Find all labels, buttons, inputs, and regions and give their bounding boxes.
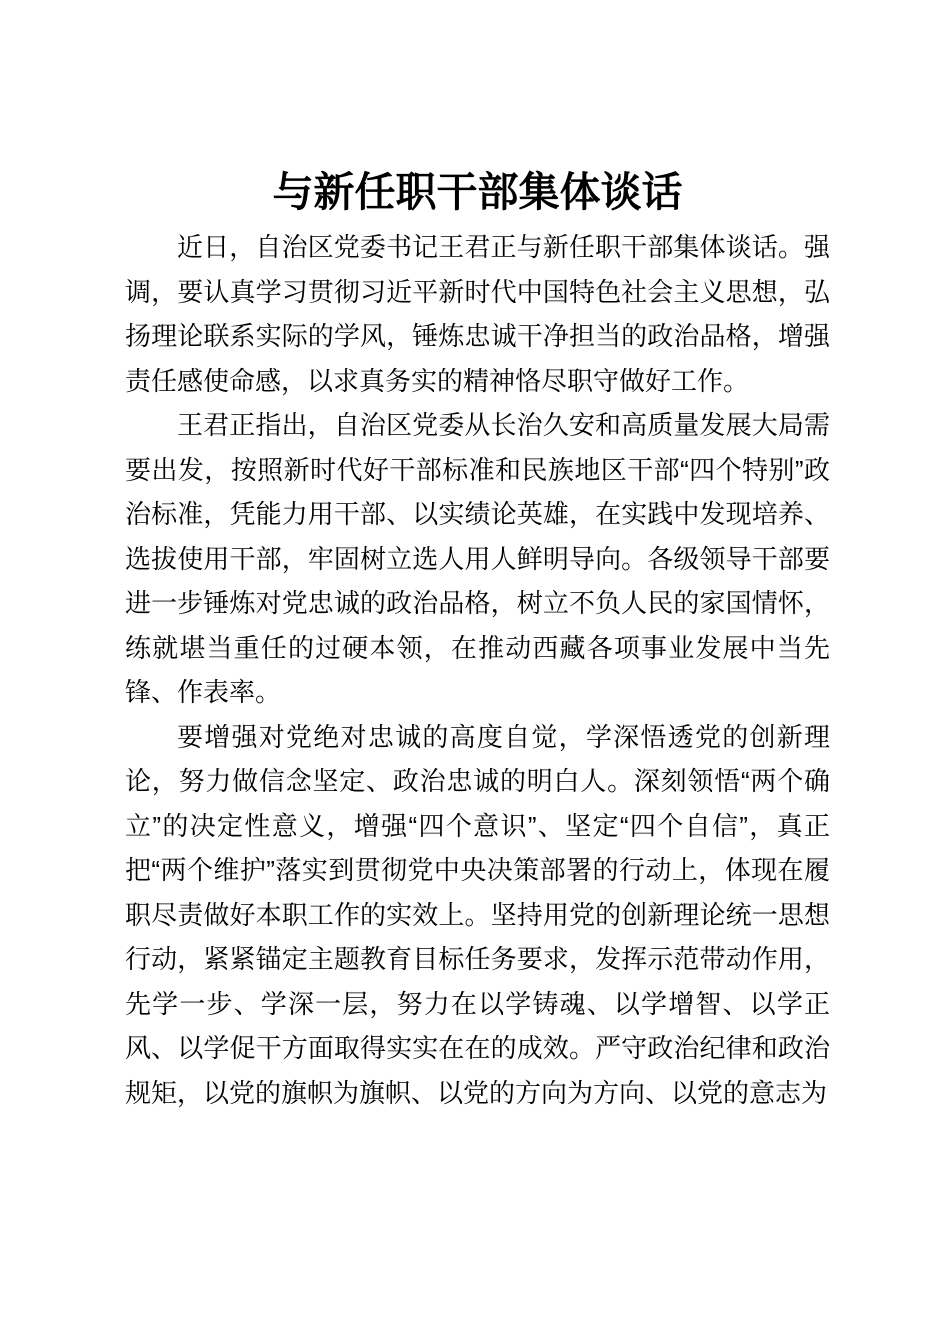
text-line: 治标准，凭能力用干部、以实绩论英雄，在实践中发现培养、 (125, 499, 830, 529)
text-line: 把“两个维护”落实到贯彻党中央决策部署的行动上，体现在履 (125, 855, 830, 885)
document-body (125, 225, 830, 1115)
text-line: 近日，自治区党委书记王君正与新任职干部集体谈话。强 (177, 232, 830, 262)
text-line: 练就堪当重任的过硬本领，在推动西藏各项事业发展中当先 (125, 632, 830, 663)
paragraph (125, 403, 830, 715)
text-line: 王君正指出，自治区党委从长治久安和高质量发展大局需 (177, 410, 830, 440)
text-line: 要增强对党绝对忠诚的高度自觉，学深悟透党的创新理 (177, 721, 830, 752)
document-content (125, 168, 830, 1115)
paragraph (125, 715, 830, 1116)
text-line: 规矩，以党的旗帜为旗帜、以党的方向为方向、以党的意志为 (125, 1077, 828, 1108)
paragraph (125, 225, 830, 403)
document-title: 与新任职干部集体谈话 (272, 169, 683, 215)
text-line: 论，努力做信念坚定、政治忠诚的明白人。深刻领悟“两个确 (125, 766, 830, 796)
text-line: 责任感使命感，以求真务实的精神恪尽职守做好工作。 (125, 365, 750, 396)
text-line: 要出发，按照新时代好干部标准和民族地区干部“四个特别”政 (125, 454, 830, 485)
text-line: 锋、作表率。 (125, 677, 282, 707)
text-line: 立”的决定性意义，增强“四个意识”、坚定“四个自信”，真正 (125, 810, 830, 841)
text-line: 进一步锤炼对党忠诚的政治品格，树立不负人民的家国情怀， (125, 588, 830, 618)
text-line: 扬理论联系实际的学风，锤炼忠诚干净担当的政治品格，增强 (125, 321, 830, 351)
text-line: 行动，紧紧锚定主题教育目标任务要求，发挥示范带动作用， (125, 944, 830, 974)
text-line: 风、以学促干方面取得实实在在的成效。严守政治纪律和政治 (125, 1033, 830, 1063)
text-line: 职尽责做好本职工作的实效上。坚持用党的创新理论统一思想 (125, 899, 830, 930)
text-line: 调，要认真学习贯彻习近平新时代中国特色社会主义思想，弘 (125, 276, 830, 307)
text-line: 先学一步、学深一层，努力在以学铸魂、以学增智、以学正 (125, 988, 830, 1019)
text-line: 选拔使用干部，牢固树立选人用人鲜明导向。各级领导干部要 (125, 543, 830, 574)
